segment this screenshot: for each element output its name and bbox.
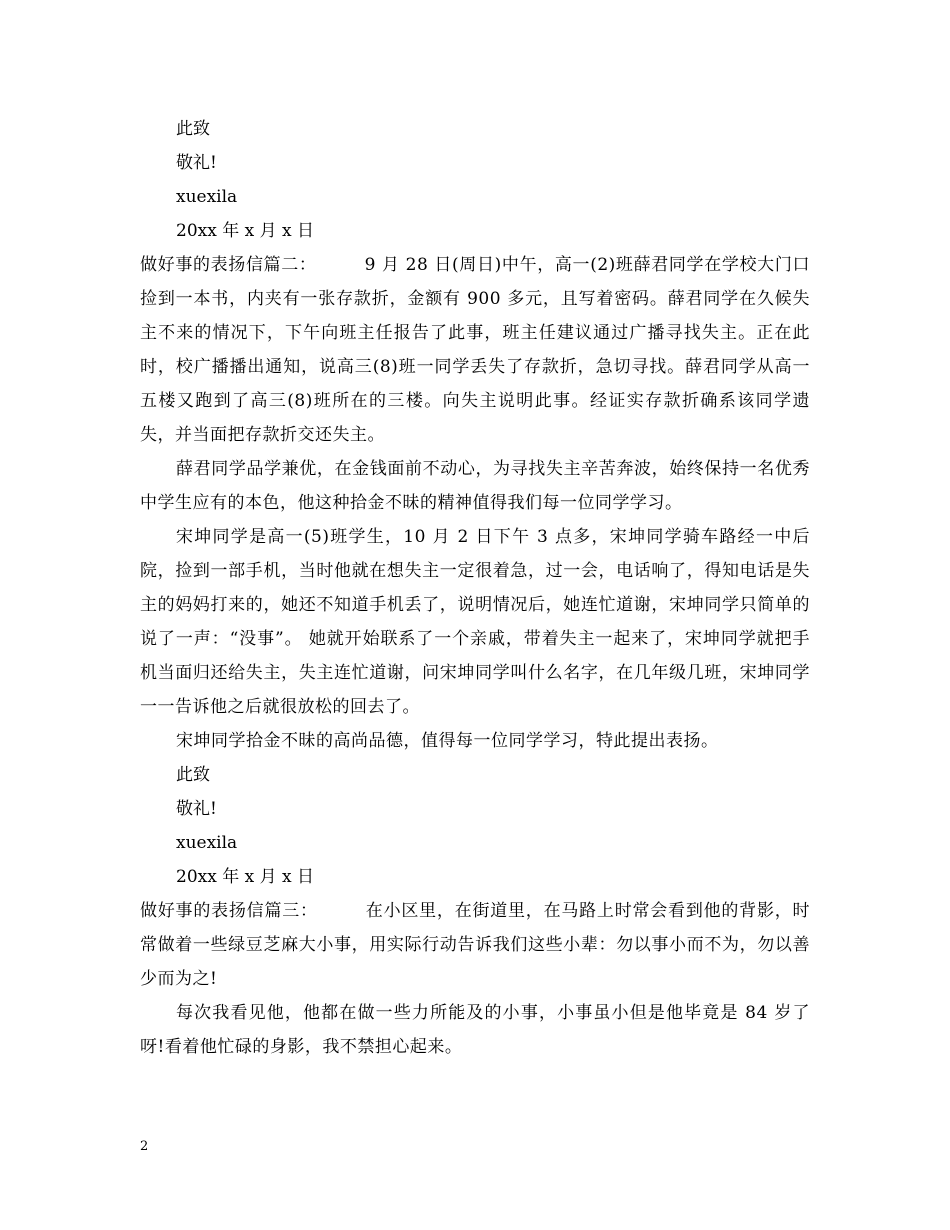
letter2-regards: 敬礼! bbox=[176, 799, 217, 819]
letter2-paragraph-3: 宋坤同学是高一(5)班学生，10 月 2 日下午 3 点多，宋坤同学骑车路经一中后院，捡到一部手机，当时他就在想失主一定很着急，过一会，电话响了，得知电话是失主的妈妈打来的，她还不知道手机丢了，说明情况后，她连忙道谢，宋坤同学只简单的说了一声：“没事”。 她就开始联系了一个亲戚，带着失主一起来了，宋坤同学就把手机当面归还给失主，失主连忙道谢，问宋坤同学叫什么名字，在几年级几班，宋坤同学一一告诉他之后就很放松的回去了。 bbox=[140, 527, 810, 717]
closing-regards: 敬礼! bbox=[176, 153, 217, 173]
letter2-salutation: 此致 bbox=[176, 765, 210, 785]
letter3-paragraph-2: 每次我看见他，他都在做一些力所能及的小事，小事虽小但是他毕竟是 84 岁了呀!看着他忙碌的身影，我不禁担心起来。 bbox=[140, 1003, 810, 1057]
closing-date: 20xx 年 x 月 x 日 bbox=[176, 221, 315, 241]
page-number: 2 bbox=[140, 1139, 149, 1154]
letter2-date: 20xx 年 x 月 x 日 bbox=[176, 867, 315, 887]
letter2-title: 做好事的表扬信篇二： bbox=[140, 255, 317, 275]
letter2-signature: xuexila bbox=[176, 833, 238, 853]
letter3-title: 做好事的表扬信篇三： bbox=[140, 901, 318, 921]
letter2-paragraph-1 bbox=[140, 248, 810, 452]
letter3-paragraph-1 bbox=[140, 894, 810, 996]
closing-salutation: 此致 bbox=[176, 119, 210, 139]
letter2-paragraph-2: 薛君同学品学兼优，在金钱面前不动心，为寻找失主辛苦奔波，始终保持一名优秀中学生应有的本色，他这种拾金不昧的精神值得我们每一位同学学习。 bbox=[140, 459, 810, 513]
document-body bbox=[140, 112, 810, 1064]
closing-signature: xuexila bbox=[176, 187, 238, 207]
letter3-p1-text: 在小区里，在街道里，在马路上时常会看到他的背影，时常做着一些绿豆芝麻大小事，用实际行动告诉我们这些小辈：勿以事小而不为，勿以善少而为之! bbox=[140, 901, 811, 989]
letter2-p1-text: 9 月 28 日(周日)中午，高一(2)班薛君同学在学校大门口捡到一本书，内夹有一张存款折，金额有 900 多元，且写着密码。薛君同学在久候失主不来的情况下，下午向班主任报告了此事，班主任建议通过广播寻找失主。正在此时，校广播播出通知，说高三(8)班一同学丢失了存款折，急切寻找。薛君同学从高一五楼又跑到了高三(8)班所在的三楼。向失主说明此事。经证实存款折确系该同学遗失，并当面把存款折交还失主。 bbox=[140, 255, 810, 445]
letter2-paragraph-4: 宋坤同学拾金不昧的高尚品德，值得每一位同学学习，特此提出表扬。 bbox=[176, 731, 719, 751]
